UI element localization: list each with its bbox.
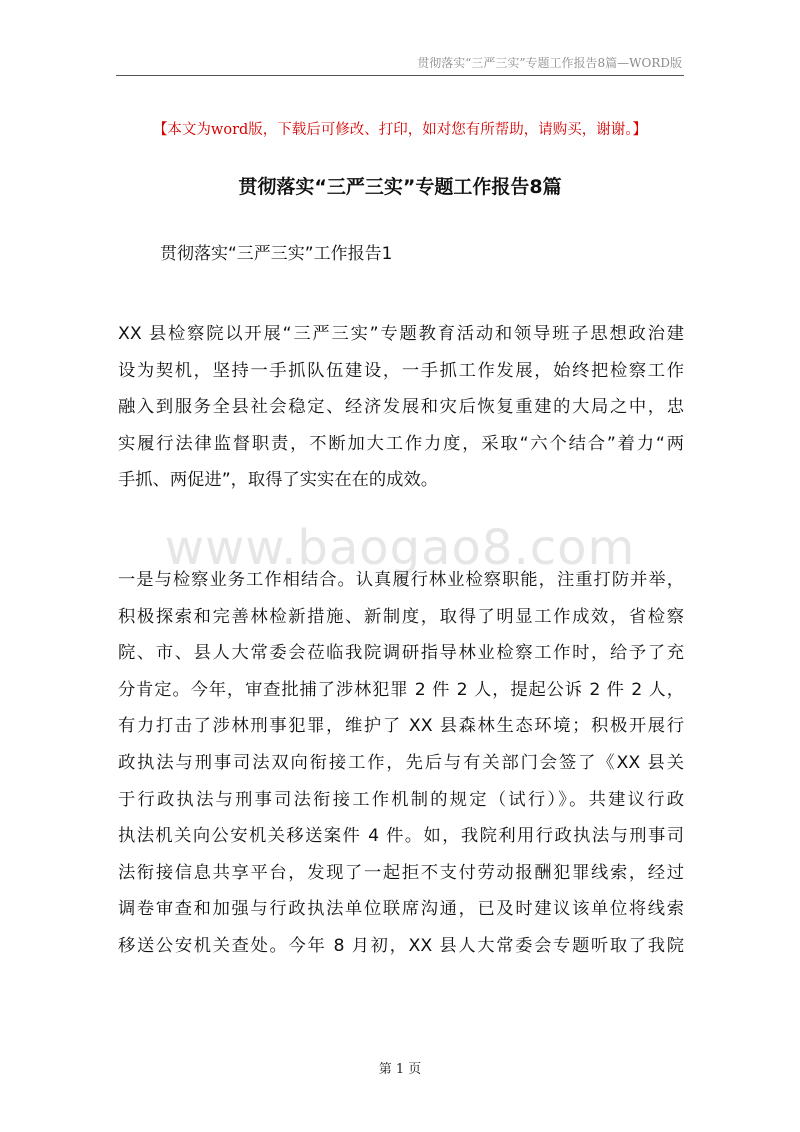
paragraph-point-one [118,562,684,965]
paragraph-line: 积极探索和完善林检新措施、新制度，取得了明显工作成效，省检察 [118,606,684,627]
paragraph-line: XX 县检察院以开展“三严三实”专题教育活动和领导班子思想政治建 [118,324,684,344]
watermark: www.baogao8.com [164,520,636,576]
paragraph-line: 分肯定。今年，审查批捕了涉林犯罪 2 件 2 人，提起公诉 2 件 2 人， [118,679,684,700]
paragraph-line: 执法机关向公安机关移送案件 4 件。如，我院利用行政执法与刑事司 [118,826,684,847]
paragraph-line: 法衔接信息共享平台，发现了一起拒不支付劳动报酬犯罪线索，经过 [118,862,684,883]
paragraph-line: 融入到服务全县社会稳定、经济发展和灾后恢复重建的大局之中，忠 [118,397,684,418]
paragraph-line: 设为契机，坚持一手抓队伍建设，一手抓工作发展，始终把检察工作 [118,360,684,381]
paragraph-line: 实履行法律监督职责，不断加大工作力度，采取“六个结合”着力“两 [118,433,684,454]
paragraph-line: 移送公安机关查处。今年 8 月初，XX 县人大常委会专题听取了我院 [118,935,684,956]
document-title: 贯彻落实“三严三实”专题工作报告8篇 [238,176,562,198]
header-divider [116,75,684,76]
paragraph-line: 调卷审查和加强与行政执法单位联席沟通，已及时建议该单位将线索 [118,899,684,920]
paragraph-line: 于行政执法与刑事司法衔接工作机制的规定（试行）》。共建议行政 [118,789,684,810]
page-number: 第 1 页 [378,1062,422,1077]
section-subtitle: 贯彻落实“三严三实”工作报告1 [160,244,393,264]
paragraph-line: 手抓、两促进”，取得了实实在在的成效。 [118,470,439,491]
paragraph-line: 院、市、县人大常委会莅临我院调研指导林业检察工作时，给予了充 [118,643,684,664]
download-notice: 【本文为word版，下载后可修改、打印，如对您有所帮助，请购买，谢谢。】 [152,122,648,138]
paragraph-line: 一是与检察业务工作相结合。认真履行林业检察职能，注重打防并举， [118,570,684,590]
paragraph-line: 有力打击了涉林刑事犯罪，维护了 XX 县森林生态环境；积极开展行 [118,716,684,737]
paragraph-line: 政执法与刑事司法双向衔接工作，先后与有关部门会签了《XX 县关 [118,752,684,773]
running-header: 贯彻落实“三严三实”专题工作报告8篇—WORD版 [417,56,682,70]
paragraph-intro [118,316,684,499]
